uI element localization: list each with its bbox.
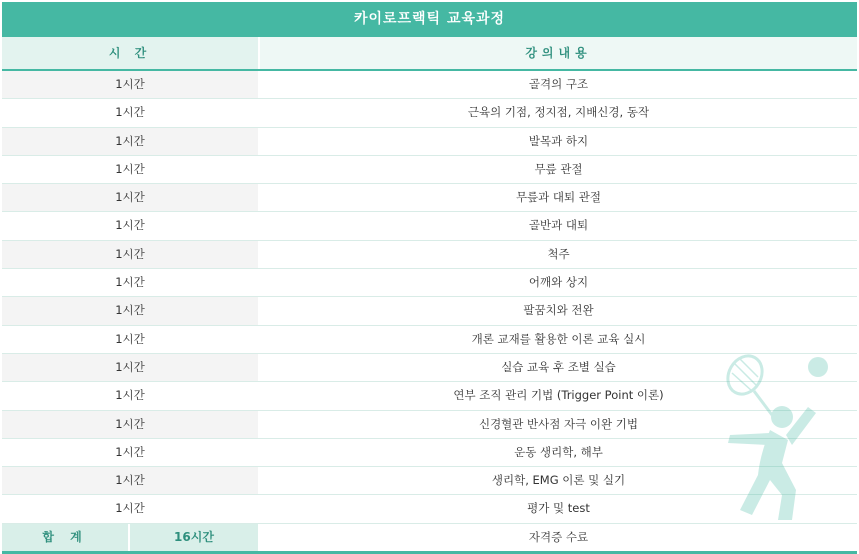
table-row [2, 184, 857, 212]
header-content: 강의내용 [260, 37, 857, 69]
course-table [2, 2, 857, 554]
row-content: 골반과 대퇴 [528, 218, 589, 233]
row-content: 팔꿈치와 전완 [523, 303, 594, 318]
row-content: 연부 조직 관리 기법 (Trigger Point 이론) [453, 388, 664, 403]
table-row [2, 495, 857, 523]
row-time: 1시간 [115, 275, 145, 290]
table-row [2, 269, 857, 297]
table-header [2, 37, 857, 71]
table-row [2, 354, 857, 382]
total-row [2, 524, 857, 554]
row-content: 신경혈관 반사점 자극 이완 기법 [478, 416, 639, 431]
row-content: 근육의 기점, 정지점, 지배신경, 동작 [467, 105, 650, 120]
table-row [2, 99, 857, 127]
row-time: 1시간 [2, 297, 258, 324]
row-content: 어깨와 상지 [528, 275, 589, 290]
table-row [2, 241, 857, 269]
table-row [2, 439, 857, 467]
row-content: 무릎과 대퇴 관절 [515, 190, 602, 205]
table-row [2, 382, 857, 410]
row-time: 1시간 [2, 184, 258, 211]
table-row [2, 467, 857, 495]
row-time: 1시간 [2, 241, 258, 268]
table-title: 카이로프랙틱 교육과정 [2, 2, 857, 37]
table-row [2, 212, 857, 240]
row-time: 1시간 [2, 354, 258, 381]
header-time: 시 간 [2, 37, 258, 69]
row-time: 1시간 [2, 411, 258, 438]
row-time: 1시간 [115, 161, 145, 176]
table-row [2, 71, 857, 99]
row-content: 개론 교재를 활용한 이론 교육 실시 [471, 331, 646, 346]
row-time: 1시간 [115, 444, 145, 459]
row-content: 골격의 구조 [528, 77, 589, 91]
row-time: 1시간 [115, 501, 145, 516]
row-time: 1시간 [2, 128, 258, 155]
row-time: 1시간 [115, 388, 145, 403]
table-row [2, 297, 857, 325]
row-content: 운동 생리학, 해부 [514, 444, 603, 459]
total-label: 합 계 [2, 524, 128, 551]
row-time: 1시간 [2, 71, 258, 98]
row-time: 1시간 [115, 331, 145, 346]
total-content: 자격증 수료 [528, 529, 589, 544]
table-body [2, 71, 857, 524]
row-content: 발목과 하지 [528, 133, 589, 148]
row-content: 생리학, EMG 이론 및 실기 [491, 473, 626, 488]
row-content: 평가 및 test [527, 501, 590, 516]
table-row [2, 326, 857, 354]
row-content: 척주 [547, 246, 570, 261]
table-row [2, 128, 857, 156]
row-time: 1시간 [2, 467, 258, 494]
table-row [2, 411, 857, 439]
table-row [2, 156, 857, 184]
total-time: 16시간 [130, 524, 258, 551]
row-content: 실습 교육 후 조별 실습 [501, 359, 616, 374]
row-content: 무릎 관절 [534, 161, 583, 176]
row-time: 1시간 [115, 218, 145, 233]
row-time: 1시간 [115, 105, 145, 120]
